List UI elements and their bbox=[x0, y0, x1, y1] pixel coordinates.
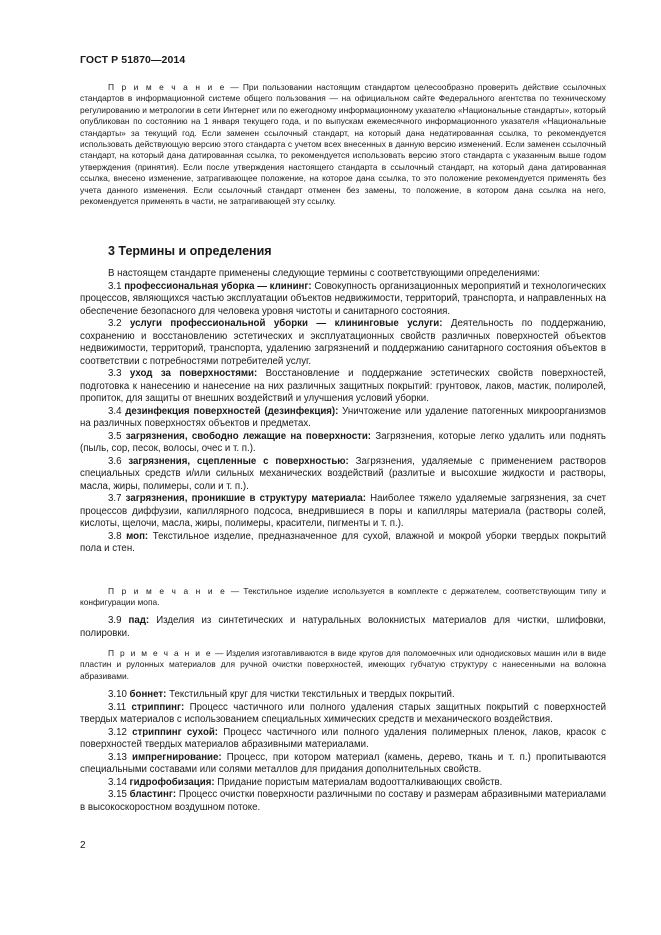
intro-paragraph: В настоящем стандарте применены следующие термины с соответствующими определениями: bbox=[108, 268, 540, 279]
term-text: Наиболее тяжело удаляемые загрязнения, за счет процессов диффузии, капиллярного подсоса, внедрившиеся в поры и капилляры материала (растворы солей, кислоты, щелочи, масла, жиры, полимеры, красители, пигменты и т. п.). bbox=[80, 493, 607, 529]
note-mop bbox=[80, 586, 606, 609]
term-text: Процесс очистки поверхности различными по составу и размерам абразивными материалами в высокоскоростном воздушном потоке. bbox=[80, 789, 606, 813]
term-number: 3.15 bbox=[108, 789, 130, 800]
term-definition bbox=[80, 752, 606, 777]
term-definition bbox=[80, 281, 606, 319]
terms-block-c bbox=[80, 689, 606, 814]
term-number: 3.13 bbox=[108, 751, 133, 763]
term-name: дезинфекция поверхностей (дезинфекция): bbox=[125, 405, 339, 417]
term-name: загрязнения, сцепленные с поверхностью: bbox=[128, 455, 349, 467]
term-name: загрязнения, свободно лежащие на поверхности: bbox=[125, 430, 372, 442]
term-name: пад: bbox=[128, 615, 150, 626]
term-definition bbox=[80, 702, 606, 727]
term-text: Совокупность организационных мероприятий и технологических процессов, являющихся частью эксплуатации объектов недвижимости, территорий, транспорта, и направленных на обеспечение безопасного для человека уровня чистоты и санитарного состояния. bbox=[80, 280, 606, 317]
term-definition bbox=[80, 727, 606, 752]
term-number: 3.7 bbox=[108, 493, 126, 504]
note-label: П р и м е ч а н и е bbox=[108, 648, 213, 658]
term-name: гидрофобизация: bbox=[129, 776, 215, 788]
term-name: боннет: bbox=[129, 689, 167, 700]
term-name: импрегнирование: bbox=[132, 751, 222, 763]
term-text: Процесс, при котором материал (камень, дерево, ткань и т. п.) пропитываются специальными составами или солями металлов для придания дополнительных свойств. bbox=[80, 751, 606, 775]
term-definition bbox=[80, 689, 606, 702]
page-number: 2 bbox=[80, 840, 86, 851]
term-definition bbox=[80, 615, 606, 640]
term-number: 3.8 bbox=[108, 530, 127, 542]
note-text: — При пользовании настоящим стандартом целесообразно проверить действие ссылочных стандартов в информационной системе общего пользования — на официальном сайте Федерального агентства по техническому регулированию и метрологии в сети Интернет или по ежегодному информационному указателю «Национальные стандарты», который опубликован по состоянию на 1 января текущего года, и по выпускам ежемесячного информационного указателя «Национальные стандарты» за текущий год. Если заменен ссылочный стандарт, на который дана недатированная ссылка, то рекомендуется использовать действующую версию этого стандарта с учетом всех внесенных в данную версию изменений. Если заменен ссылочный стандарт, на который дана датированная ссылка, то рекомендуется использовать версию этого стандарта с указанным выше годом утверждения (принятия). Если после утверждения настоящего стандарта в ссылочный стандарт, на который дана датированная ссылка, внесено изменение, затрагивающее положение, на которое дана ссылка, то это положение рекомендуется применять без учета данного изменения. Если ссылочный стандарт отменен без замены, то положение, в котором дана ссылка на него, рекомендуется применять в части, не затрагивающей эту ссылку. bbox=[80, 82, 606, 207]
term-name: загрязнения, проникшие в структуру материала: bbox=[125, 493, 366, 504]
terms-list-c bbox=[80, 689, 606, 814]
term-definition bbox=[80, 777, 606, 790]
term-number: 3.9 bbox=[108, 615, 129, 626]
term-text: Восстановление и поддержание эстетических свойств поверхностей, подготовка к нанесению и нанесение на них различных защитных покрытий: грунтовок, лаков, мастик, полиролей, пропиток, для защиты от внешних воздействий и улучшения условий уборки. bbox=[80, 368, 607, 404]
term-number: 3.12 bbox=[108, 726, 133, 738]
term-definition bbox=[80, 406, 606, 431]
term-number: 3.11 bbox=[108, 701, 132, 713]
term-name: услуги профессиональной уборки — клининговые услуги: bbox=[129, 318, 443, 329]
terms-list-b bbox=[80, 615, 606, 640]
note-label: П р и м е ч а н и е bbox=[108, 82, 226, 92]
note-references bbox=[80, 82, 606, 207]
term-definition bbox=[80, 493, 606, 531]
terms-block-b bbox=[80, 615, 606, 640]
term-number: 3.4 bbox=[108, 405, 126, 417]
note-text: — Текстильное изделие используется в комплекте с держателем, соответствующим типу и конфигурации мопа. bbox=[80, 586, 606, 608]
term-definition bbox=[80, 431, 606, 456]
term-name: уход за поверхностями: bbox=[129, 368, 258, 379]
term-name: моп: bbox=[126, 530, 149, 542]
term-number: 3.6 bbox=[108, 455, 129, 467]
term-text: Процесс частичного или полного удаления старых защитных покрытий с поверхностей твердых материалов с использованием специальных химических средств и механического воздействия. bbox=[80, 701, 606, 725]
note-pad bbox=[80, 648, 606, 682]
term-number: 3.10 bbox=[108, 689, 130, 700]
term-definition bbox=[80, 789, 606, 814]
term-text: Деятельность по поддержанию, сохранению и восстановлению эстетических и эксплуатационных свойств различных поверхностей объектов недвижимости, территорий, транспорта, удалению загрязнений и поддержанию санитарного состояния объектов в соответствии с потребностями потребителей услуг. bbox=[80, 318, 606, 367]
term-name: бластинг: bbox=[129, 789, 177, 800]
term-number: 3.1 bbox=[108, 280, 125, 292]
term-text: Текстильный круг для чистки текстильных и твердых покрытий. bbox=[166, 689, 455, 700]
term-name: стриппинг: bbox=[131, 701, 185, 713]
terms-block-a bbox=[80, 268, 606, 556]
term-text: Процесс частичного или полного удаления полимерных пленок, лаков, красок с поверхностей твердых материалов абразивными материалами. bbox=[80, 726, 606, 750]
terms-list-a bbox=[80, 281, 606, 556]
term-text: Изделия из синтетических и натуральных волокнистых материалов для чистки, шлифовки, полировки. bbox=[80, 615, 606, 639]
term-number: 3.14 bbox=[108, 776, 130, 788]
term-name: профессиональная уборка — клининг: bbox=[124, 280, 312, 292]
note-label: П р и м е ч а н и е bbox=[108, 586, 227, 596]
term-text: Уничтожение или удаление патогенных микроорганизмов на различных поверхностях объектов и предметах. bbox=[80, 405, 606, 429]
section-title: 3 Термины и определения bbox=[108, 244, 272, 258]
term-number: 3.3 bbox=[108, 368, 130, 379]
term-text: Придание пористым материалам водоотталкивающих свойств. bbox=[214, 776, 503, 788]
term-text: Текстильное изделие, предназначенное для сухой, влажной и мокрой уборки твердых покрытий пола и стен. bbox=[80, 530, 606, 554]
note-text: — Изделия изготавливаются в виде кругов для поломоечных или однодисковых машин или в виде пластин и рулонных материалов для ручной очистки поверхностей, имеющих губчатую структуру с нанесенными на волокна абразивами. bbox=[80, 648, 606, 681]
term-name: стриппинг сухой: bbox=[132, 726, 219, 738]
term-definition bbox=[80, 318, 606, 368]
term-number: 3.2 bbox=[108, 318, 130, 329]
term-definition bbox=[80, 531, 606, 556]
term-number: 3.5 bbox=[108, 430, 126, 442]
term-text: Загрязнения, которые легко удалить или поднять (пыль, сор, песок, волосы, очес и т. п.). bbox=[80, 430, 606, 454]
term-definition bbox=[80, 456, 606, 494]
page-header: ГОСТ Р 51870—2014 bbox=[80, 54, 186, 66]
term-text: Загрязнения, удаляемые с применением растворов специальных средств и/или сильных механических воздействий (разлитые и высохшие жидкости и растворы, масла, жиры, полимеры, соли и т. п.). bbox=[80, 455, 606, 492]
term-definition bbox=[80, 368, 606, 406]
